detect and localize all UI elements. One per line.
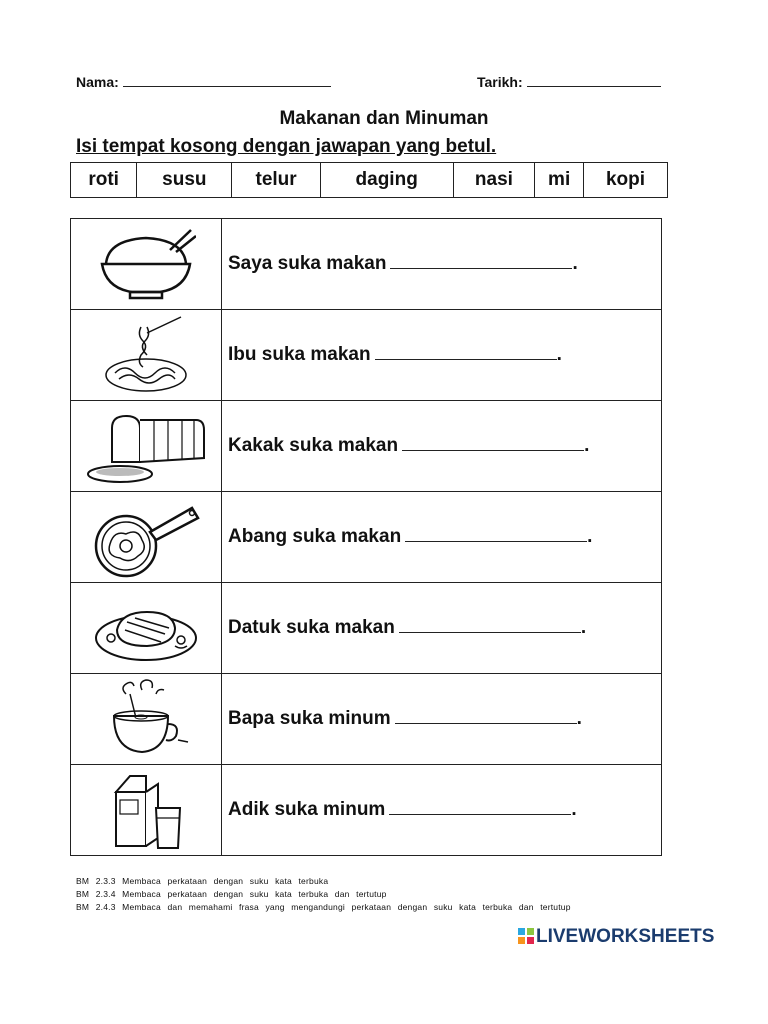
date-field <box>477 74 661 90</box>
sentence-cell: Abang suka makan . <box>222 492 662 583</box>
sentence-text: Datuk suka makan <box>228 617 395 638</box>
question-table <box>70 218 662 856</box>
standard-line: BM 2.4.3 Membaca dan memahami frasa yang mengandungi perkataan dengan suku kata terbuka dan tertutup <box>76 902 571 912</box>
sentence-cell: Ibu suka makan . <box>222 310 662 401</box>
question-row <box>71 401 662 492</box>
sentence-cell: Datuk suka makan . <box>222 583 662 674</box>
question-row <box>71 219 662 310</box>
answer-blank[interactable] <box>402 436 584 451</box>
fried-egg-pan-icon <box>86 496 206 578</box>
picture-cell <box>71 674 222 765</box>
noodles-icon <box>101 313 191 397</box>
answer-blank[interactable] <box>390 254 572 269</box>
answer-blank[interactable] <box>389 800 571 815</box>
question-row <box>71 765 662 856</box>
liveworksheets-icon <box>518 928 534 944</box>
steak-icon <box>91 590 201 666</box>
question-row <box>71 310 662 401</box>
word-bank-item[interactable]: daging <box>320 163 453 198</box>
picture-cell <box>71 219 222 310</box>
sentence-text: Bapa suka minum <box>228 708 391 729</box>
sentence-text: Adik suka minum <box>228 799 386 820</box>
picture-cell <box>71 765 222 856</box>
worksheet-title: Makanan dan Minuman <box>279 108 489 129</box>
date-label: Tarikh: <box>477 74 523 90</box>
sentence-text: Ibu suka makan <box>228 344 371 365</box>
word-bank <box>70 162 668 198</box>
sentence-cell: Saya suka makan . <box>222 219 662 310</box>
picture-cell <box>71 492 222 583</box>
word-bank-item[interactable]: nasi <box>453 163 535 198</box>
instruction-text: Isi tempat kosong dengan jawapan yang betul. <box>76 136 497 157</box>
sentence-text: Abang suka makan <box>228 526 402 547</box>
sentence-cell: Kakak suka makan . <box>222 401 662 492</box>
sentence-text: Saya suka makan <box>228 253 387 274</box>
name-field <box>76 74 331 90</box>
question-row <box>71 583 662 674</box>
brand-text: LIVEWORKSHEETS <box>536 926 715 947</box>
question-row <box>71 492 662 583</box>
word-bank-item[interactable]: telur <box>232 163 320 198</box>
sentence-cell: Bapa suka minum . <box>222 674 662 765</box>
learning-standards <box>76 875 636 913</box>
word-bank-item[interactable]: kopi <box>583 163 667 198</box>
liveworksheets-logo[interactable] <box>518 926 714 948</box>
picture-cell <box>71 310 222 401</box>
name-blank[interactable] <box>123 74 331 87</box>
sentence-text: Kakak suka makan <box>228 435 399 456</box>
standard-line: BM 2.3.3 Membaca perkataan dengan suku kata terbuka <box>76 876 329 886</box>
word-bank-item[interactable]: susu <box>137 163 232 198</box>
picture-cell <box>71 583 222 674</box>
word-bank-item[interactable]: mi <box>535 163 584 198</box>
bread-icon <box>84 408 208 484</box>
word-bank-item[interactable]: roti <box>71 163 137 198</box>
name-label: Nama: <box>76 74 119 90</box>
sentence-cell: Adik suka minum . <box>222 765 662 856</box>
answer-blank[interactable] <box>395 709 577 724</box>
rice-bowl-icon <box>96 226 196 302</box>
picture-cell <box>71 401 222 492</box>
milk-icon <box>96 768 196 852</box>
question-row <box>71 674 662 765</box>
date-blank[interactable] <box>527 74 661 87</box>
standard-line: BM 2.3.4 Membaca perkataan dengan suku kata terbuka dan tertutup <box>76 889 387 899</box>
answer-blank[interactable] <box>399 618 581 633</box>
answer-blank[interactable] <box>375 345 557 360</box>
answer-blank[interactable] <box>405 527 587 542</box>
coffee-cup-icon <box>96 678 196 760</box>
